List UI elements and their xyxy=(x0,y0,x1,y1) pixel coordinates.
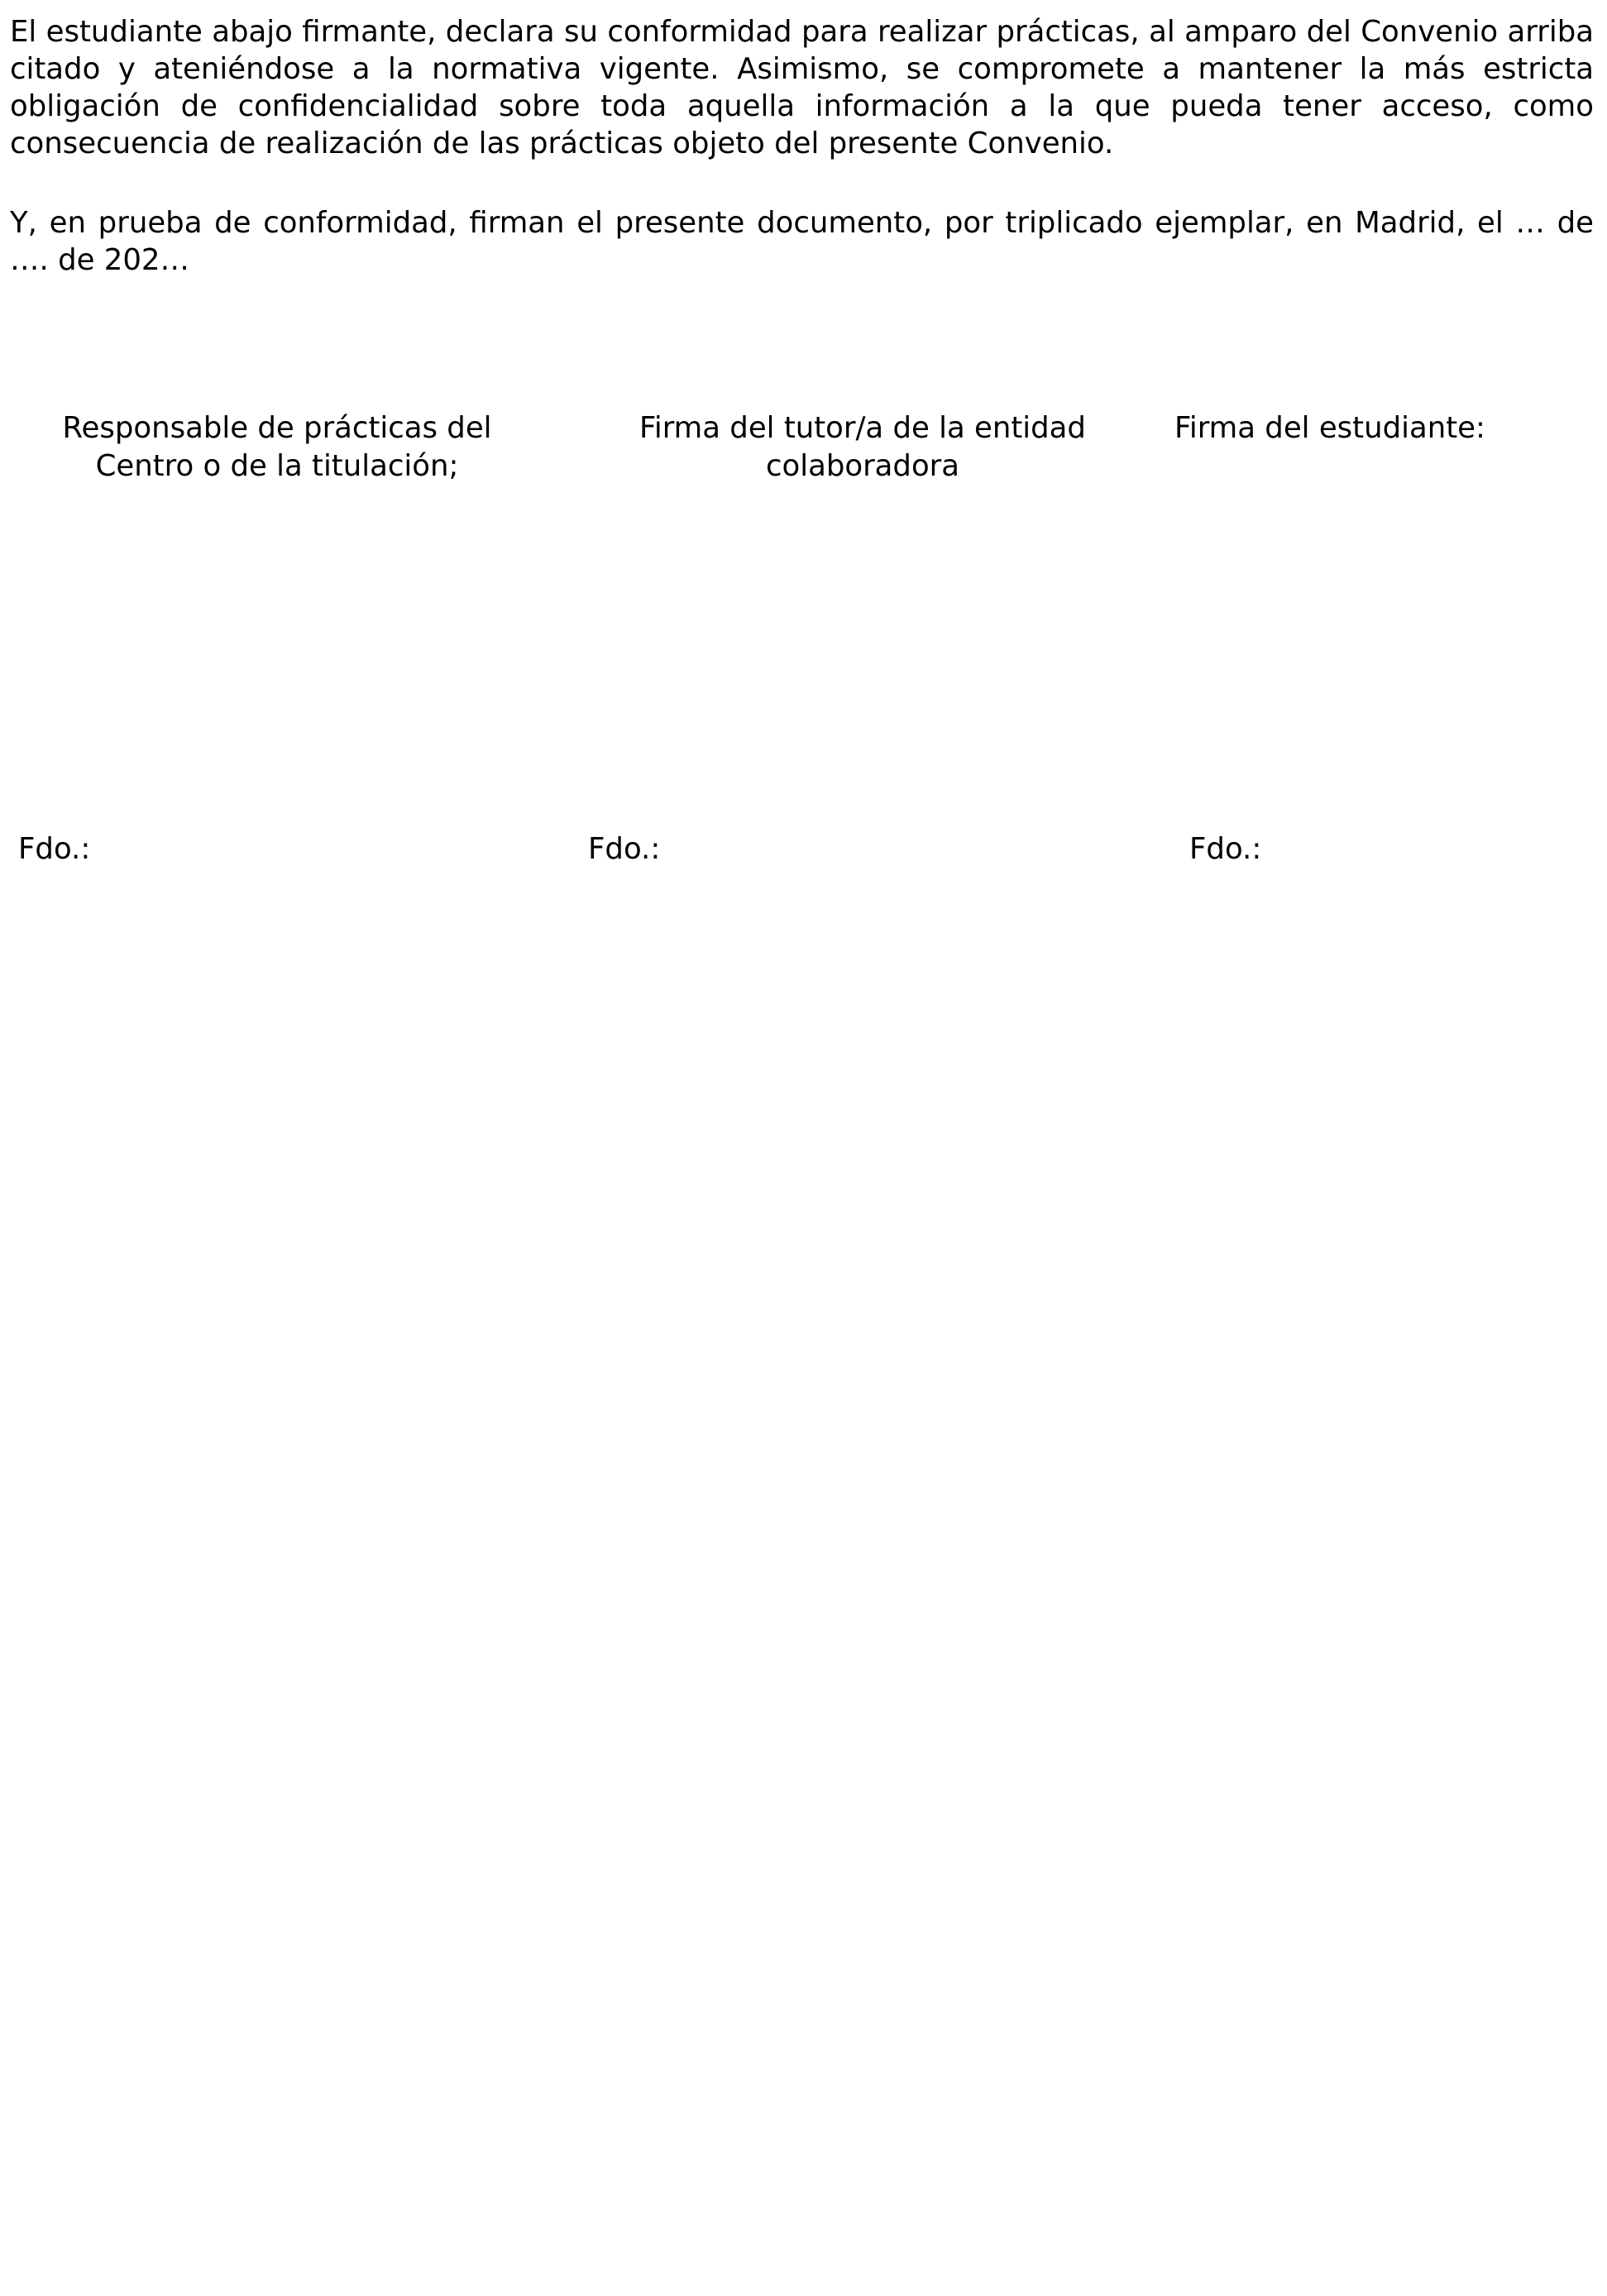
fdo-label-center: Fdo.: xyxy=(18,832,91,866)
conformity-paragraph: Y, en prueba de conformidad, firman el presente documento, por triplicado ejemplar, en Madrid, el … de …. de 202… xyxy=(10,206,1594,277)
signature-title-entity-line1: Firma del tutor/a de la entidad xyxy=(639,411,1086,445)
declaration-paragraph: El estudiante abajo firmante, declara su conformidad para realizar prácticas, al amparo del Convenio arriba citado y ateniéndose a la normativa vigente. Asimismo, se compromete a mantener la más estricta obligación de confidencialidad sobre toda aquella información a la que pueda tener acceso, como consecuencia de realización de las prácticas objeto del presente Convenio. xyxy=(10,15,1594,160)
fdo-label-student: Fdo.: xyxy=(1189,832,1262,866)
signature-title-student: Firma del estudiante: xyxy=(1174,411,1485,445)
signature-block-center xyxy=(31,409,523,486)
signature-block-entity xyxy=(608,409,1117,486)
signature-block-student xyxy=(1174,409,1580,447)
signature-title-center-line1: Responsable de prácticas del xyxy=(62,411,492,445)
signature-title-entity-line2: colaboradora xyxy=(765,449,960,483)
fdo-label-entity: Fdo.: xyxy=(588,832,661,866)
signature-title-center-line2: Centro o de la titulación; xyxy=(95,449,459,483)
